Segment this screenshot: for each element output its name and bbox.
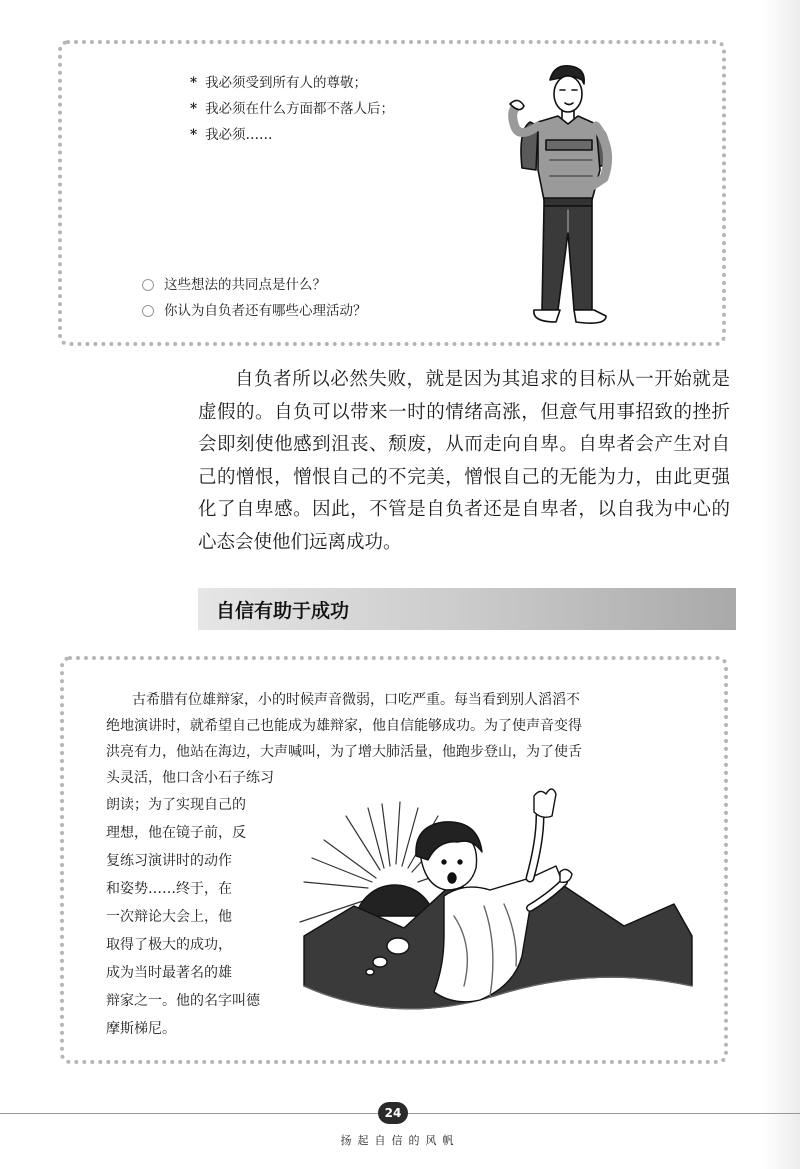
question-text: 你认为自负者还有哪些心理活动？: [164, 303, 367, 319]
thought-bullet-item: [190, 70, 394, 96]
bullet-star-icon: *: [190, 75, 198, 91]
circle-bullet-icon: [142, 305, 154, 317]
section-title: 自信有助于成功: [216, 599, 350, 622]
story-side-line: 复练习演讲时的动作: [106, 853, 232, 869]
story-line: 洪亮有力，他站在海边，大声喊叫，为了增大肺活量，他跑步登山，为了使舌: [106, 744, 582, 760]
question-item: [142, 298, 367, 324]
story-side-text: [106, 791, 306, 1043]
bullet-star-icon: *: [190, 127, 198, 143]
thought-bullet-text: 我必须在什么方面都不落人后；: [205, 101, 395, 117]
story-side-line: 成为当时最著名的雄: [106, 965, 232, 981]
student-illustration: [488, 60, 638, 332]
thought-bullet-item: [190, 96, 394, 122]
story-side-line: 和姿势……终于，在: [106, 881, 232, 897]
story-line: 绝地演讲时，就希望自己也能成为雄辩家，他自信能够成功。为了使声音变得: [106, 718, 582, 734]
section-header-bar: [198, 588, 736, 630]
orator-illustration: [294, 786, 694, 1036]
thought-bullet-list: [190, 70, 394, 148]
thought-bullet-item: [190, 122, 394, 148]
story-side-line: 一次辩论大会上，他: [106, 909, 232, 925]
story-side-line: 摩斯梯尼。: [106, 1021, 176, 1037]
thought-bullet-text: 我必须受到所有人的尊敬；: [205, 75, 368, 91]
question-text: 这些想法的共同点是什么？: [164, 277, 326, 293]
story-line: 头灵活，他口含小石子练习: [106, 770, 274, 786]
bullet-star-icon: *: [190, 101, 198, 117]
story-side-line: 理想，他在镜子前，反: [106, 825, 246, 841]
discussion-questions: [142, 272, 367, 324]
footer-book-title: 扬起自信的风帆: [340, 1134, 460, 1147]
page-edge-shadow: [764, 0, 800, 1169]
question-item: [142, 272, 367, 298]
thought-bullet-text: 我必须……: [205, 127, 273, 143]
story-side-line: 朗读；为了实现自己的: [106, 797, 246, 813]
story-line: 古希腊有位雄辩家，小的时候声音微弱，口吃严重。每当看到别人滔滔不: [132, 692, 580, 708]
main-paragraph: 自负者所以必然失败，就是因为其追求的目标从一开始就是虚假的。自负可以带来一时的情绪高涨，但意气用事招致的挫折会即刻使他感到沮丧、颓废，从而走向自卑。自卑者会产生对自己的憎恨，憎恨自己的不完美，憎恨自己的无能为力，由此更强化了自卑感。因此，不管是自负者还是自卑者，以自我为中心的心态会使他们远离成功。: [198, 369, 730, 553]
page-number-badge: [378, 1102, 408, 1124]
story-side-line: 取得了极大的成功，: [106, 937, 232, 953]
story-side-line: 辩家之一。他的名字叫德: [106, 993, 260, 1009]
circle-bullet-icon: [142, 279, 154, 291]
page-number: 24: [384, 1106, 402, 1120]
